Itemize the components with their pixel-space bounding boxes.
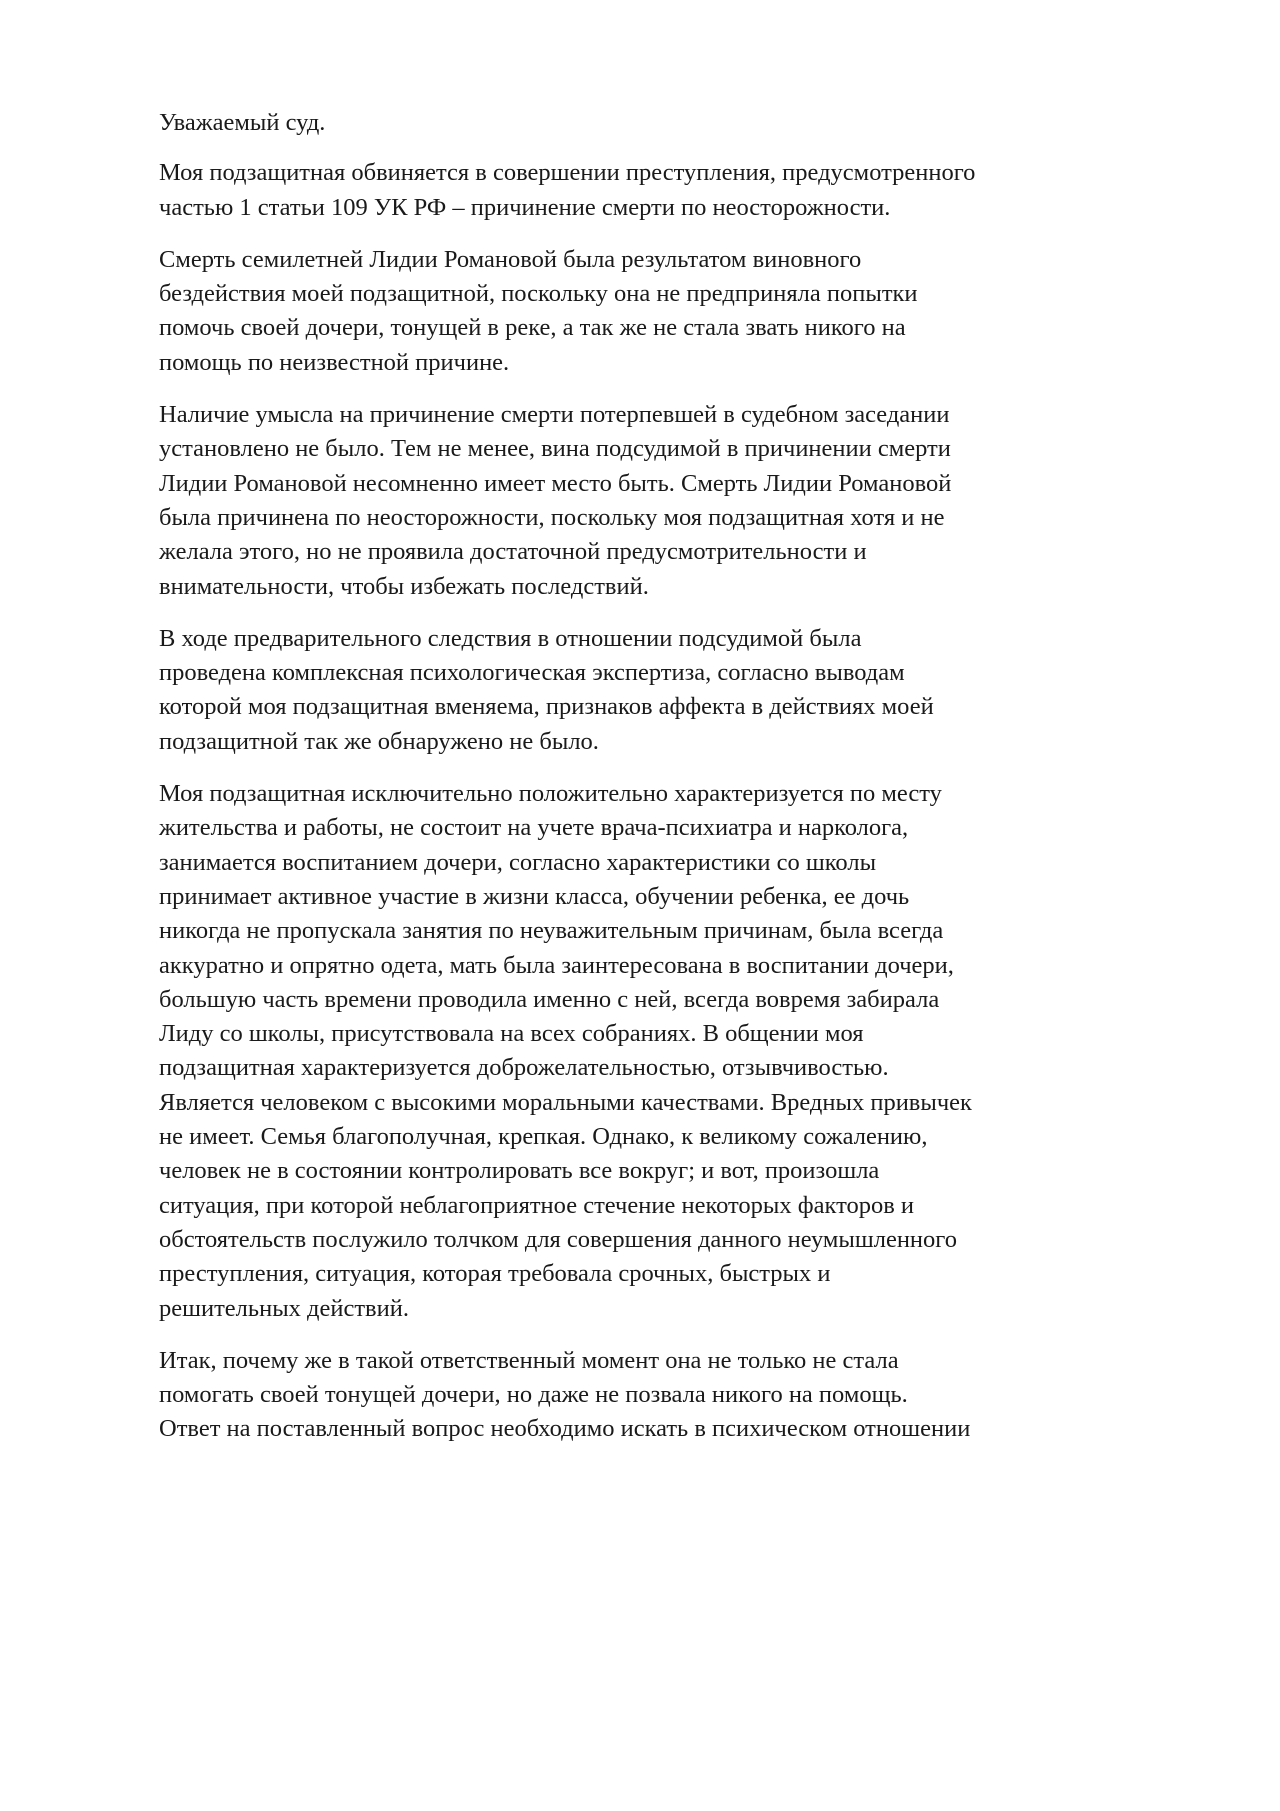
paragraph-expertise: В ходе предварительного следствия в отношении подсудимой была проведена комплексная психологическая экспертиза, согласно выводам которой моя подзащитная вменяема, признаков аффекта в действиях моей подзащитной так же обнаружено не было. <box>159 624 934 755</box>
paragraph-character: Моя подзащитная исключительно положительно характеризуется по месту жительства и работы, не состоит на учете врача-психиатра и нарколога, занимается воспитанием дочери, согласно характеристики со школы принимает активное участие в жизни класса, обучении ребенка, ее дочь никогда не пропускала занятия по неуважительным причинам, была всегда аккуратно и опрятно одета, мать была заинтересована в воспитании дочери, большую часть времени проводила именно с ней, всегда вовремя забирала Лиду со школы, присутствовала на всех собраниях. В общении моя подзащитная характеризуется доброжелательностью, отзывчивостью. Является человеком с высокими моральными качествами. Вредных привычек не имеет. Семья благополучная, крепкая. Однако, к великому сожалению, человек не в состоянии контролировать все вокруг; и вот, произошла ситуация, при которой неблагоприятное стечение некоторых факторов и обстоятельств послужило толчком для совершения данного неумышленного преступления, ситуация, которая требовала срочных, быстрых и решительных действий. <box>159 780 972 1322</box>
paragraph-inaction: Смерть семилетней Лидии Романовой была результатом виновного бездействия моей подзащитной, поскольку она не предприняла попытки помочь своей дочери, тонущей в реке, а так же не стала звать никого на помощь по неизвестной причине. <box>159 245 918 376</box>
greeting: Уважаемый суд. <box>159 109 326 136</box>
paragraph-charge: Моя подзащитная обвиняется в совершении преступления, предусмотренного частью 1 статьи 109 УК РФ – причинение смерти по неосторожности. <box>159 159 976 221</box>
paragraph-negligence: Наличие умысла на причинение смерти потерпевшей в судебном заседании установлено не было. Тем не менее, вина подсудимой в причинении смерти Лидии Романовой несомненно имеет место быть. Смерть Лидии Романовой была причинена по неосторожности, поскольку моя подзащитная хотя и не желала этого, но не проявила достаточной предусмотрительности и внимательности, чтобы избежать последствий. <box>159 401 952 600</box>
paragraph-question: Итак, почему же в такой ответственный момент она не только не стала помогать своей тонущей дочери, но даже не позвала никого на помощь. Ответ на поставленный вопрос необходимо искать в психическом отношении <box>159 1346 971 1443</box>
document-body <box>159 106 1039 1465</box>
